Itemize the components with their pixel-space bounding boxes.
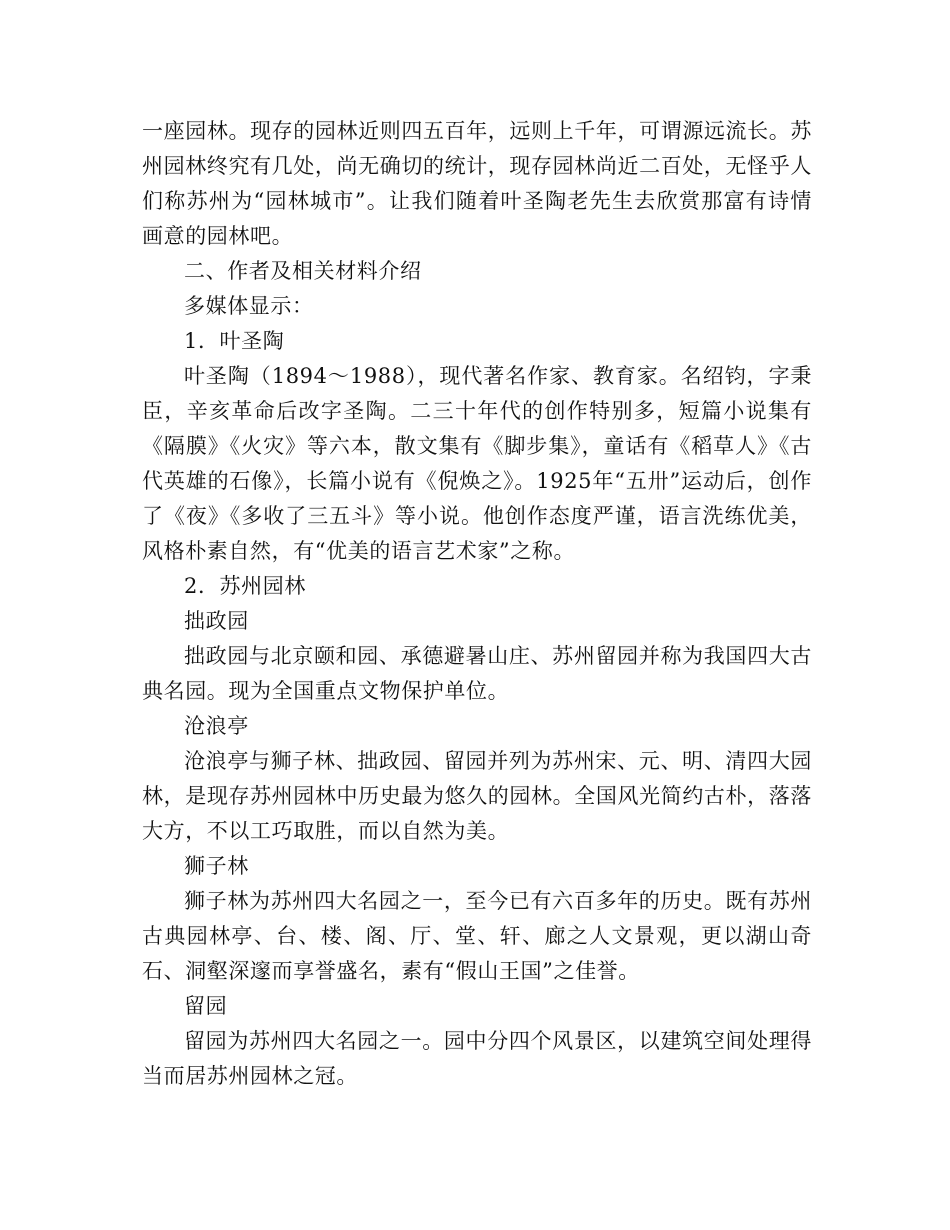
paragraph-canglangting: 沧浪亭与狮子林、拙政园、留园并列为苏州宋、元、明、清四大园林，是现存苏州园林中历史最为悠久的园林。全国风光简约古朴，落落大方，不以工巧取胜，而以自然为美。 xyxy=(142,749,812,843)
subheading-suzhou-gardens: 2．苏州园林 xyxy=(184,574,306,598)
garden-title-liuyuan: 留园 xyxy=(184,994,228,1018)
paragraph-continuation: 一座园林。现存的园林近则四五百年，远则上千年，可谓源远流长。苏州园林终究有几处，尚无确切的统计，现存园林尚近二百处，无怪乎人们称苏州为“园林城市”。让我们随着叶圣陶老先生去欣赏那富有诗情画意的园林吧。 xyxy=(142,119,812,248)
paragraph-zhuozhengyuan: 拙政园与北京颐和园、承德避暑山庄、苏州留园并称为我国四大古典名园。现为全国重点文物保护单位。 xyxy=(142,644,812,703)
multimedia-label: 多媒体显示： xyxy=(184,294,314,318)
paragraph-shizilin: 狮子林为苏州四大名园之一，至今已有六百多年的历史。既有苏州古典园林亭、台、楼、阁、厅、堂、轩、廊之人文景观，更以湖山奇石、洞壑深邃而享誉盛名，素有“假山王国”之佳誉。 xyxy=(142,889,812,983)
garden-title-canglangting: 沧浪亭 xyxy=(184,714,249,738)
document-body xyxy=(142,114,812,1094)
paragraph-ye-shengtao-bio: 叶圣陶（1894～1988），现代著名作家、教育家。名绍钧，字秉臣，辛亥革命后改字圣陶。二三十年代的创作特别多，短篇小说集有《隔膜》《火灾》等六本，散文集有《脚步集》，童话有《稻草人》《古代英雄的石像》，长篇小说有《倪焕之》。1925年“五卅”运动后，创作了《夜》《多收了三五斗》等小说。他创作态度严谨，语言洗练优美，风格朴素自然，有“优美的语言艺术家”之称。 xyxy=(142,364,812,563)
paragraph-liuyuan: 留园为苏州四大名园之一。园中分四个风景区，以建筑空间处理得当而居苏州园林之冠。 xyxy=(142,1029,812,1088)
subheading-ye-shengtao: 1．叶圣陶 xyxy=(184,329,285,353)
garden-title-zhuozhengyuan: 拙政园 xyxy=(184,609,249,633)
section-heading-author: 二、作者及相关材料介绍 xyxy=(184,259,422,283)
garden-title-shizilin: 狮子林 xyxy=(184,854,249,878)
